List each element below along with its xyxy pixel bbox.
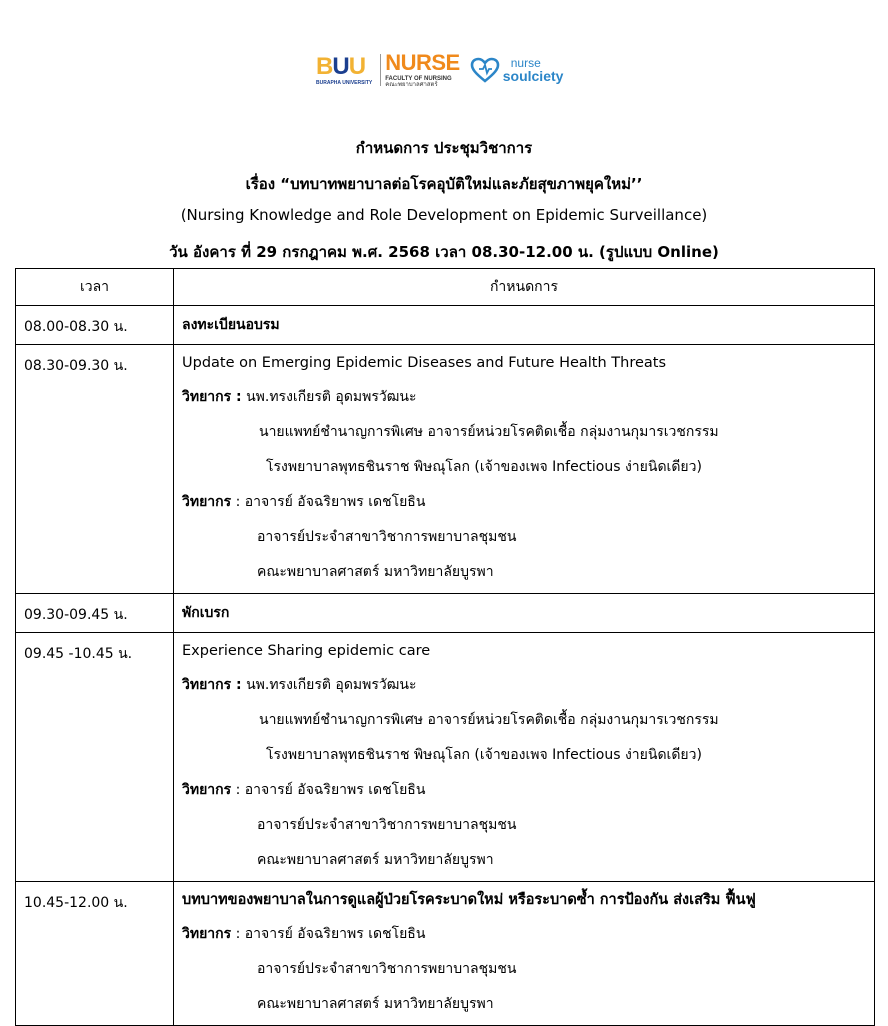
column-header-agenda: กำหนดการ — [174, 269, 875, 306]
speaker-position: นายแพทย์ชำนาญการพิเศษ อาจารย์หน่วยโรคติดเชื้อ กลุ่มงานกุมารเวชกรรม — [259, 712, 719, 728]
speaker-name: : อาจารย์ อัจฉริยาพร เดชโยธิน — [231, 926, 426, 942]
table-row — [16, 345, 875, 594]
date-time-line: วัน อังคาร ที่ 29 กรกฎาคม พ.ศ. 2568 เวลา 08.30-12.00 น. (รูปแบบ Online) — [169, 243, 719, 261]
buu-logo-letters: BUU — [316, 52, 366, 80]
speaker-line — [182, 489, 866, 515]
logo-bar — [316, 48, 563, 92]
table-row — [16, 633, 875, 882]
speaker-affiliation: โรงพยาบาลพุทธชินราช พิษณุโลก (เจ้าของเพจ Infectious ง่ายนิดเดียว) — [266, 459, 702, 475]
nurse-soulciety-heart-icon — [470, 57, 500, 83]
speaker-line — [182, 921, 866, 947]
speaker-affiliation: คณะพยาบาลศาสตร์ มหาวิทยาลัยบูรพา — [257, 852, 494, 868]
nurse-logo-subtitle-th: คณะพยาบาลศาสตร์ — [385, 81, 438, 88]
row-time: 09.30-09.45 น. — [16, 594, 174, 633]
speaker-label: วิทยากร : — [182, 677, 242, 693]
speaker-affiliation: คณะพยาบาลศาสตร์ มหาวิทยาลัยบูรพา — [257, 996, 494, 1012]
table-header-row — [16, 269, 875, 306]
speaker-affiliation: คณะพยาบาลศาสตร์ มหาวิทยาลัยบูรพา — [257, 564, 494, 580]
agenda-table — [15, 268, 875, 1026]
row-time: 09.45 -10.45 น. — [16, 633, 174, 882]
topic-english: (Nursing Knowledge and Role Development on Epidemic Surveillance) — [180, 206, 708, 224]
speaker-name: นพ.ทรงเกียรติ อุดมพรวัฒนะ — [241, 677, 417, 693]
speaker-position: อาจารย์ประจำสาขาวิชาการพยาบาลชุมชน — [257, 961, 517, 977]
row-body — [174, 633, 875, 882]
row-title: ลงทะเบียนอบรม — [174, 306, 875, 345]
row-title: Experience Sharing epidemic care — [182, 643, 431, 659]
table-row — [16, 594, 875, 633]
buu-logo — [316, 52, 373, 86]
speaker-name: : อาจารย์ อัจฉริยาพร เดชโยธิน — [231, 782, 426, 798]
speaker-label: วิทยากร — [182, 926, 232, 942]
row-time: 10.45-12.00 น. — [16, 882, 174, 1026]
speaker-name: นพ.ทรงเกียรติ อุดมพรวัฒนะ — [241, 389, 417, 405]
faculty-of-nursing-logo — [385, 52, 460, 88]
row-body — [174, 882, 875, 1026]
agenda-heading: กำหนดการ ประชุมวิชาการ — [355, 139, 533, 157]
speaker-line — [182, 777, 866, 803]
row-time: 08.30-09.30 น. — [16, 345, 174, 594]
table-row — [16, 306, 875, 345]
buu-logo-subtitle: BURAPHA UNIVERSITY — [316, 79, 373, 86]
nurse-soulciety-logo — [503, 57, 564, 83]
nurse-logo-subtitle-en: FACULTY OF NURSING — [385, 76, 452, 82]
column-header-time: เวลา — [16, 269, 174, 306]
soulciety-line1: nurse — [510, 56, 541, 70]
nurse-logo-word: NURSE — [385, 50, 460, 75]
row-title: พักเบรก — [174, 594, 875, 633]
logo-divider — [380, 54, 381, 86]
speaker-position: อาจารย์ประจำสาขาวิชาการพยาบาลชุมชน — [257, 529, 517, 545]
row-title: Update on Emerging Epidemic Diseases and Future Health Threats — [182, 355, 667, 371]
speaker-label: วิทยากร : — [182, 389, 242, 405]
speaker-line — [182, 384, 866, 410]
speaker-line — [182, 672, 866, 698]
table-row — [16, 882, 875, 1026]
speaker-label: วิทยากร — [182, 782, 232, 798]
speaker-label: วิทยากร — [182, 494, 232, 510]
topic-heading: เรื่อง “บทบาทพยาบาลต่อโรคอุบัติใหม่และภัยสุขภาพยุคใหม่’’ — [245, 175, 643, 193]
row-time: 08.00-08.30 น. — [16, 306, 174, 345]
speaker-position: นายแพทย์ชำนาญการพิเศษ อาจารย์หน่วยโรคติดเชื้อ กลุ่มงานกุมารเวชกรรม — [259, 424, 719, 440]
soulciety-line2: soulciety — [502, 68, 564, 84]
speaker-name: : อาจารย์ อัจฉริยาพร เดชโยธิน — [231, 494, 426, 510]
speaker-position: อาจารย์ประจำสาขาวิชาการพยาบาลชุมชน — [257, 817, 517, 833]
speaker-affiliation: โรงพยาบาลพุทธชินราช พิษณุโลก (เจ้าของเพจ Infectious ง่ายนิดเดียว) — [266, 747, 702, 763]
row-body — [174, 345, 875, 594]
row-title: บทบาทของพยาบาลในการดูแลผู้ป่วยโรคระบาดใหม่ หรือระบาดซ้ำ การป้องกัน ส่งเสริม ฟื้นฟู — [182, 892, 756, 908]
